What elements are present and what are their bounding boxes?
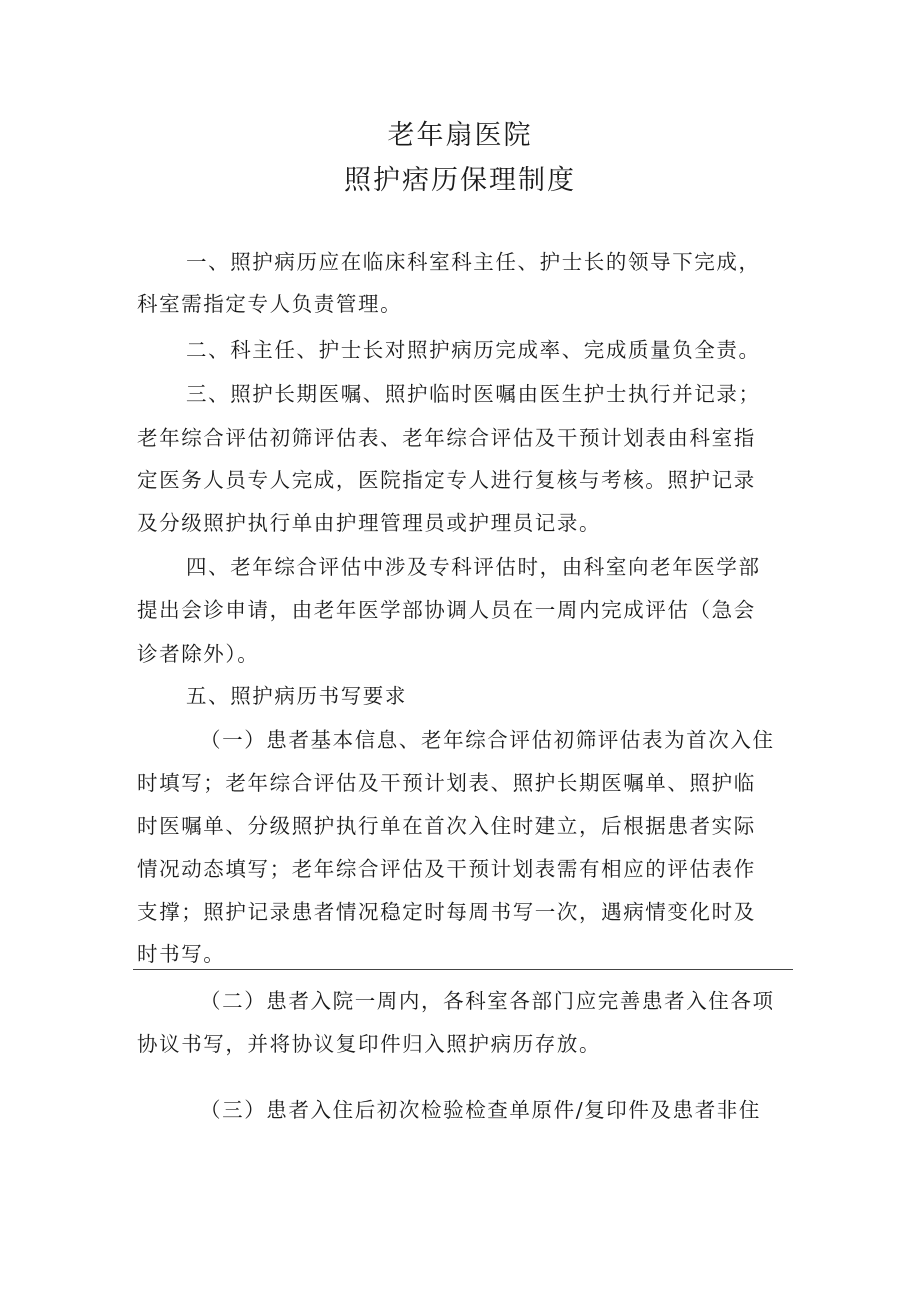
paragraph-line: （一）患者基本信息、老年综合评估初筛评估表为首次入住 <box>200 728 775 752</box>
paragraph-line: 一、照护病历应在临床科室科主任、护士长的领导下完成， <box>186 250 761 274</box>
paragraph-line: 诊者除外）。 <box>137 642 260 666</box>
paragraph-line: 时医嘱单、分级照护执行单在首次入住时建立，后根据患者实际 <box>137 814 756 838</box>
hospital-title: 老年扇医院 <box>387 120 533 151</box>
paragraph-line: 科室需指定专人负责管理。 <box>137 292 403 316</box>
paragraph-line: 支撑；照护记录患者情况稳定时每周书写一次，遇病情变化时及 <box>137 900 756 924</box>
paragraph-line: 四、老年综合评估中涉及专科评估时，由科室向老年医学部 <box>186 555 761 579</box>
paragraph-line: 定医务人员专人完成，医院指定专人进行复核与考核。照护记录 <box>137 468 756 492</box>
paragraph-line: （三）患者入住后初次检验检查单原件/复印件及患者非住 <box>200 1098 762 1122</box>
paragraph-line: 情况动态填写；老年综合评估及干预计划表需有相应的评估表作 <box>137 857 756 881</box>
paragraph-line: 协议书写，并将协议复印件归入照护病历存放。 <box>137 1032 602 1056</box>
section-heading: 五、照护病历书写要求 <box>186 684 407 708</box>
paragraph-line: 及分级照护执行单由护理管理员或护理员记录。 <box>137 511 602 535</box>
paragraph-line: 时书写。 <box>137 942 226 966</box>
paragraph-line: （二）患者入院一周内，各科室各部门应完善患者入住各项 <box>200 989 775 1013</box>
divider-line <box>133 969 793 970</box>
paragraph-line: 二、科主任、护士长对照护病历完成率、完成质量负全责。 <box>186 338 761 362</box>
paragraph-line: 时填写；老年综合评估及干预计划表、照护长期医嘱单、照护临 <box>137 771 756 795</box>
paragraph-line: 三、照护长期医嘱、照护临时医嘱由医生护士执行并记录； <box>186 382 761 406</box>
paragraph-line: 老年综合评估初筛评估表、老年综合评估及干预计划表由科室指 <box>137 426 756 450</box>
paragraph-line: 提出会诊申请，由老年医学部协调人员在一周内完成评估（急会 <box>137 598 756 622</box>
regulation-title: 照护痞历保理制度 <box>344 165 576 196</box>
